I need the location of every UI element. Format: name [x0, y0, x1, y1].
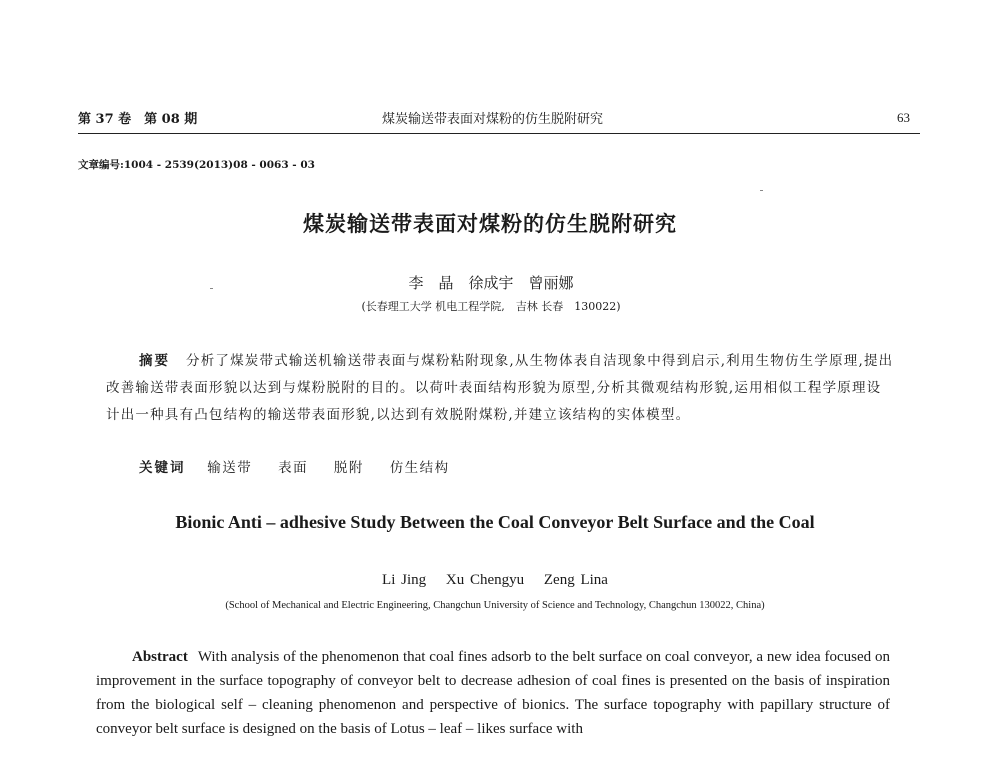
keyword: 仿生结构 — [389, 460, 450, 476]
chinese-title: 煤炭输送带表面对煤粉的仿生脱附研究 — [303, 211, 677, 236]
chinese-affiliation: (长春理工大学 机电工程学院, 吉林 长春 130022) — [361, 300, 621, 313]
scan-speck — [210, 288, 213, 289]
english-author: Xu Chengyu — [445, 572, 525, 588]
header-rule — [78, 133, 920, 134]
running-header — [78, 108, 920, 130]
article-number: 文章编号:1004 - 2539(2013)08 - 0063 - 03 — [78, 159, 315, 171]
keyword: 表面 — [278, 460, 309, 476]
page-number: 63 — [897, 110, 910, 125]
chinese-authors: 李 晶 徐成宇 曾丽娜 — [408, 274, 574, 292]
chinese-abstract-label: 摘要 — [139, 353, 170, 369]
english-authors — [0, 572, 990, 589]
scan-speck — [760, 190, 763, 191]
english-abstract-label: Abstract — [132, 649, 188, 665]
chinese-keywords-label: 关键词 — [139, 460, 186, 476]
keyword: 输送带 — [207, 460, 253, 476]
english-title: Bionic Anti – adhesive Study Between the Coal Conveyor Belt Surface and the Coal — [175, 512, 815, 532]
running-title: 煤炭输送带表面对煤粉的仿生脱附研究 — [382, 112, 604, 127]
english-abstract-text: With analysis of the phenomenon that coal fines adsorb to the belt surface on coal conveyor, a new idea focused on improvement in the surface topography of conveyor belt to decrease adhesion of coal fines is presented on the basis of inspiration from the biological self – cleaning phenomenon and perspective of bionics. The surface topography with papillary structure of conveyor belt surface is designed on the basis of Lotus – leaf – likes surface with — [96, 649, 890, 737]
chinese-abstract-text: 分析了煤炭带式输送机输送带表面与煤粉粘附现象,从生物体表自洁现象中得到启示,利用生物仿生学原理,提出改善输送带表面形貌以达到与煤粉脱附的目的。以荷叶表面结构形貌为原型,分析其微观结构形貌,运用相似工程学原理设计出一种具有凸包结构的输送带表面形貌,以达到有效脱附煤粉,并建立该结构的实体模型。 — [106, 353, 894, 423]
english-affiliation: (School of Mechanical and Electric Engineering, Changchun University of Science and Technology, Changchun 130022, China) — [225, 600, 765, 611]
volume-issue: 第 37 卷 第 08 期 — [78, 112, 198, 127]
english-abstract — [96, 645, 890, 741]
keyword: 脱附 — [333, 460, 364, 476]
chinese-keywords — [139, 456, 470, 476]
chinese-abstract — [106, 348, 896, 429]
english-author: Zeng Lina — [543, 572, 608, 588]
english-author: Li Jing — [382, 572, 427, 588]
